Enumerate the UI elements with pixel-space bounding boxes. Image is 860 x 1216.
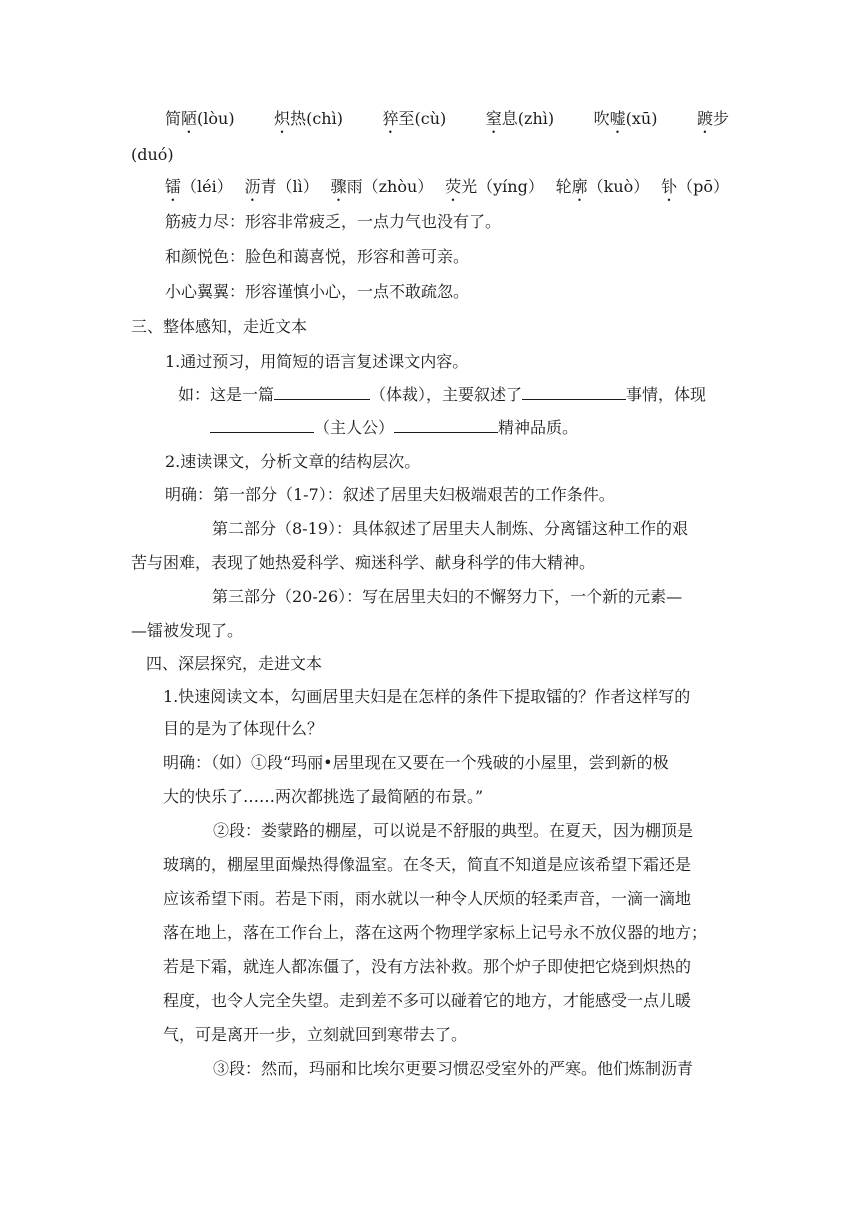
- vocab-item: 炽热(chì): [274, 109, 343, 128]
- idiom-definition: 和颜悦色：脸色和蔼喜悦，形容和善可亲。: [165, 247, 470, 266]
- fill-text: 事情，体现: [626, 385, 707, 404]
- answer-text: 第三部分（20-26）：写在居里夫妇的不懈努力下，一个新的元素—: [212, 587, 683, 606]
- vocab-item: 踱步: [696, 109, 729, 128]
- vocab-item: 吹嘘(xū): [593, 109, 658, 128]
- vocab-item: 简陋(lòu): [165, 109, 235, 128]
- answer-text: 大的快乐了……两次都挑选了最简陋的布景。”: [163, 787, 484, 806]
- paragraph-text: 应该希望下雨。若是下雨，雨水就以一种令人厌烦的轻柔声音，一滴一滴地: [163, 889, 692, 908]
- vocab-item: 猝至(cù): [382, 109, 447, 128]
- blank-event[interactable]: [522, 383, 626, 400]
- vocab-item: 镭（léi）: [165, 177, 233, 196]
- paragraph-text: 程度，也令人完全失望。走到差不多可以碰着它的地方，才能感受一点儿暖: [163, 991, 692, 1010]
- blank-genre[interactable]: [274, 383, 370, 400]
- vocab-item: 轮廓（kuò）: [555, 177, 650, 196]
- section-heading: 四、深层探究，走进文本: [146, 654, 323, 673]
- fill-text: 如：这是一篇: [178, 385, 275, 404]
- section-heading: 三、整体感知，走近文本: [131, 317, 308, 336]
- idiom-definition: 小心翼翼：形容谨慎小心，一点不敢疏忽。: [165, 282, 470, 301]
- answer-text: —镭被发现了。: [131, 621, 244, 640]
- vocab-item: 荧光（yíng）: [445, 177, 544, 196]
- paragraph-text: 玻璃的，棚屋里面燥热得像温室。在冬天，简直不知道是应该希望下霜还是: [163, 855, 692, 874]
- answer-text: 明确：第一部分（1-7）：叙述了居里夫妇极端艰苦的工作条件。: [165, 485, 615, 504]
- vocab-row-1: [165, 108, 729, 137]
- vocab-row-1-wrap: (duó): [131, 145, 174, 164]
- paragraph-text: ②段：娄蒙路的棚屋，可以说是不舒服的典型。在夏天，因为棚顶是: [213, 821, 694, 840]
- paragraph-text: 气，可是离开一步，立刻就回到寒带去了。: [163, 1025, 468, 1044]
- idiom-definition: 筋疲力尽：形容非常疲乏，一点力气也没有了。: [165, 212, 502, 231]
- answer-text: 第二部分（8-19）：具体叙述了居里夫人制炼、分离镭这种工作的艰: [212, 519, 688, 538]
- vocab-item: 钋（pō）: [661, 177, 729, 196]
- question: 2.速读课文，分析文章的结构层次。: [165, 452, 421, 471]
- paragraph-text: 落在地上，落在工作台上，落在这两个物理学家标上记号永不放仪器的地方；: [163, 923, 708, 942]
- answer-text: 明确：（如）①段“玛丽•居里现在又要在一个残破的小屋里，尝到新的极: [163, 753, 669, 772]
- fill-in-line: [210, 416, 578, 439]
- paragraph-text: ③段：然而，玛丽和比埃尔更要习惯忍受室外的严寒。他们炼制沥青: [213, 1059, 694, 1078]
- fill-text: 精神品质。: [498, 418, 579, 437]
- fill-text: （体裁），主要叙述了: [370, 385, 523, 404]
- blank-spirit[interactable]: [394, 416, 498, 433]
- vocab-row-2: [165, 176, 729, 205]
- question: 目的是为了体现什么？: [163, 719, 324, 738]
- vocab-item: 窒息(zhì): [485, 109, 555, 128]
- vocab-item: 骤雨（zhòu）: [330, 177, 434, 196]
- fill-text: （主人公）: [314, 418, 395, 437]
- paragraph-text: 若是下霜，就连人都冻僵了，没有方法补救。那个炉子即使把它烧到炽热的: [163, 957, 692, 976]
- answer-text: 苦与困难，表现了她热爱科学、痴迷科学、献身科学的伟大精神。: [131, 553, 596, 572]
- blank-protagonist[interactable]: [210, 416, 314, 433]
- vocab-item: 沥青（lì）: [244, 177, 319, 196]
- question: 1.通过预习，用简短的语言复述课文内容。: [165, 352, 469, 371]
- fill-in-line: [178, 383, 706, 406]
- question: 1.快速阅读文本，勾画居里夫妇是在怎样的条件下提取镭的？作者这样写的: [163, 687, 691, 706]
